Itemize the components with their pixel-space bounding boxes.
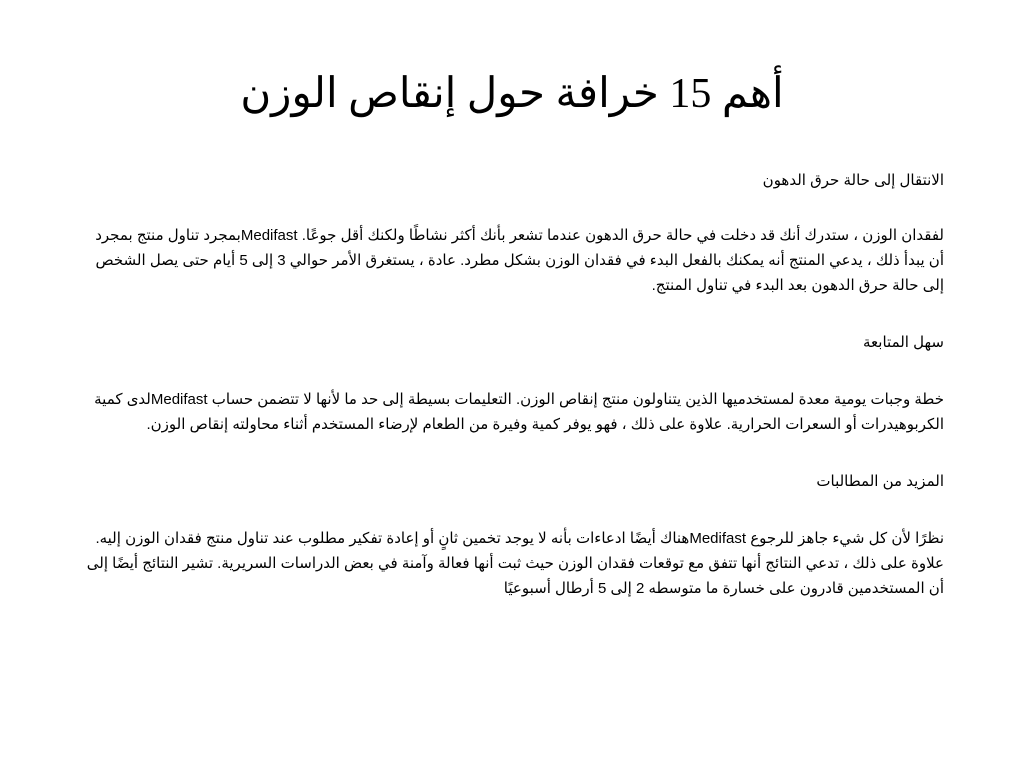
slide-content [84,168,944,633]
section-heading: سهل المتابعة [863,334,944,351]
paragraph-text: بمجرد تناول منتج بمجرد أن يبدأ ذلك ، يدعي المنتج أنه يمكنك بالفعل البدء في فقدان الوزن بشكل مطرد. عادة ، يستغرق الأمر حوالي 3 إلى 5 أيام حتى يصل الشخص إلى حالة حرق الدهون بعد البدء في تناول المنتج. [95,227,944,294]
section-paragraph [84,387,944,437]
paragraph-text: لفقدان الوزن ، ستدرك أنك قد دخلت في حالة حرق الدهون عندما تشعر بأنك أكثر نشاطًا ولكنك أقل جوعًا. [301,227,944,244]
brand-name: Medifast [150,391,208,408]
paragraph-text: هناك أيضًا ادعاءات بأنه لا يوجد تخمين ثانٍ أو إعادة تفكير مطلوب عند تناول منتج فقدان الوزن إليه. علاوة على ذلك ، تدعي النتائج أنها تتفق مع توقعات فقدان الوزن حيث ثبت أنها فعالة وآمنة في بعض الدراسات السريرية. تشير النتائج أيضًا إلى أن المستخدمين قادرون على خسارة ما متوسطه 2 إلى 5 أرطال أسبوعيًا [86,530,944,597]
brand-name: Medifast [240,227,298,244]
section-heading: الانتقال إلى حالة حرق الدهون [762,172,944,189]
paragraph-text: نظرًا لأن كل شيء جاهز للرجوع [750,530,944,547]
section-heading: المزيد من المطالبات [816,473,944,490]
section-paragraph [84,526,944,601]
paragraph-text: خطة وجبات يومية معدة لمستخدميها الذين يتناولون منتج إنقاص الوزن. التعليمات بسيطة إلى حد ما لأنها لا تتضمن حساب [211,391,944,408]
brand-name: Medifast [689,530,747,547]
paragraph-text: لدى كمية الكربوهيدرات أو السعرات الحرارية. علاوة على ذلك ، فهو يوفر كمية وفيرة من الطعام لإرضاء المستخدم أثناء محاولته إنقاص الوزن. [94,391,944,433]
section-paragraph [84,223,944,298]
slide-title: أهم 15 خرافة حول إنقاص الوزن [240,71,784,117]
